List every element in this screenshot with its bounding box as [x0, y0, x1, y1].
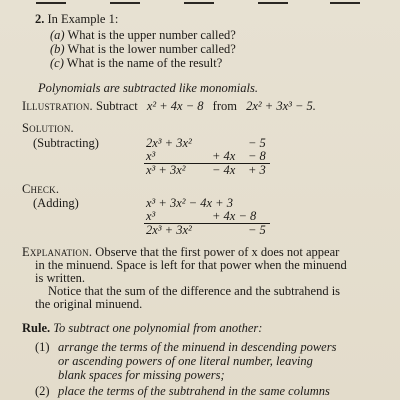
solution-row-2-b: + 4x — [212, 149, 236, 163]
question-part-c: (c) What is the name of the result? — [50, 56, 223, 70]
solution-row-2-c: − 8 — [248, 149, 266, 163]
solution-row-3-c: + 3 — [248, 163, 266, 177]
rule-text: To subtract one polynomial from another: — [53, 321, 263, 335]
check-row-1: x³ + 3x² − 4x + 3 — [146, 196, 233, 210]
illustration-subtrahend: x² + 4x − 8 — [146, 99, 204, 113]
solution-row-2-a: x³ — [146, 149, 156, 163]
check-row-2-a: x³ — [146, 209, 156, 223]
solution-row-1-c: − 5 — [248, 136, 266, 150]
rule-item-1-num: (1) — [35, 340, 50, 354]
explanation-line-3: is written. — [35, 271, 85, 285]
solution-label: Solution. — [22, 121, 74, 135]
illustration-label: Illustration. — [22, 99, 93, 113]
illustration: Illustration. Subtract x² + 4x − 8 from 2x² + 3x³ − 5. — [22, 99, 316, 113]
explanation-line-2: in the minuend. Space is left for that power when the minuend — [35, 258, 347, 272]
rule-heading — [22, 321, 262, 335]
check-row-3-b: − 5 — [248, 223, 266, 237]
question-heading — [35, 12, 118, 26]
solution-row-1-a: 2x³ + 3x² — [146, 136, 192, 150]
explanation-line-1: Explanation. Observe that the first power of x does not appear — [22, 245, 340, 259]
question-number: 2. — [35, 12, 45, 26]
solution-row-3-a: x³ + 3x² — [146, 163, 186, 177]
rule-label: Rule. — [22, 321, 51, 335]
rule-item-2-num: (2) — [35, 384, 50, 398]
solution-sub-label: (Subtracting) — [33, 136, 99, 150]
illustration-minuend: 2x² + 3x³ − 5. — [246, 99, 316, 113]
question-part-b: (b) What is the lower number called? — [50, 42, 236, 56]
rule-item-1-line-2: or ascending powers of one literal number, leaving — [58, 354, 313, 368]
question-part-a: (a) What is the upper number called? — [50, 28, 236, 42]
explanation-label: Explanation. — [22, 245, 93, 259]
solution-row-3-b: − 4x — [212, 163, 236, 177]
check-row-2-b: + 4x − 8 — [212, 209, 257, 223]
top-rule-marks — [0, 0, 400, 8]
check-sub-label: (Adding) — [33, 196, 79, 210]
rule-item-1-line-3: blank spaces for missing powers; — [58, 368, 225, 382]
explanation-note-1: Notice that the sum of the difference and the subtrahend is — [48, 284, 341, 298]
check-label: Check. — [22, 182, 60, 196]
check-row-3-a: 2x³ + 3x² — [146, 223, 192, 237]
statement: Polynomials are subtracted like monomials. — [38, 81, 258, 95]
question-text: In Example 1: — [47, 12, 119, 26]
explanation-note-2: the original minuend. — [35, 297, 143, 311]
rule-item-2-line-1: place the terms of the subtrahend in the same columns — [58, 384, 330, 398]
rule-item-1-line-1: arrange the terms of the minuend in descending powers — [58, 340, 337, 354]
